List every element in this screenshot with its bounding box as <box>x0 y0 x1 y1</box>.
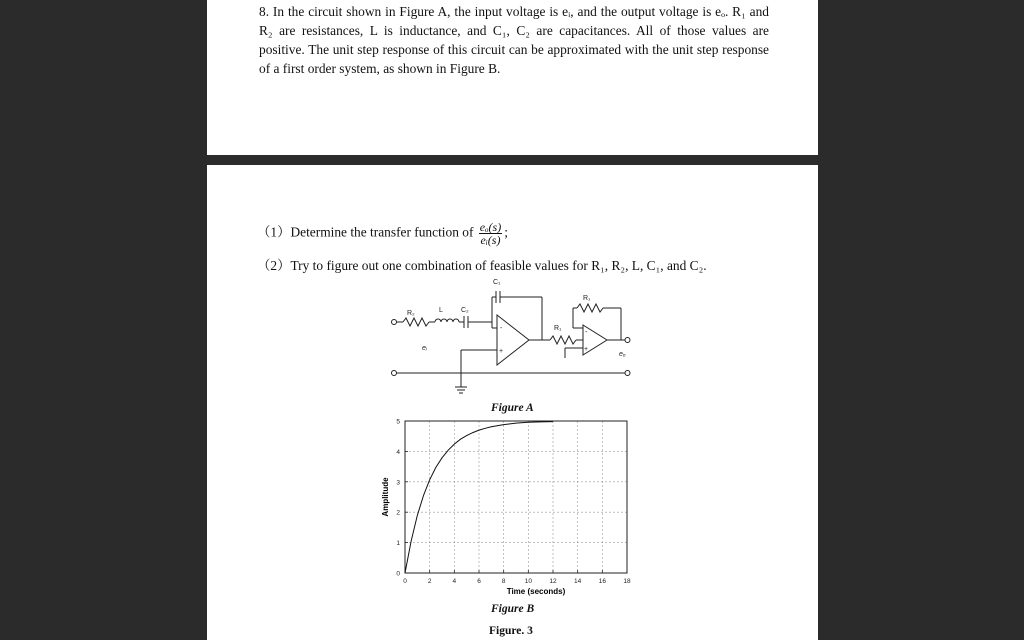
op-amp-1 <box>497 315 529 365</box>
x-tick-label: 4 <box>452 578 457 585</box>
x-axis-label: Time (seconds) <box>506 587 566 596</box>
question-1-label: （1）Determine the transfer function of <box>257 224 474 240</box>
figure-a-caption: Figure A <box>491 402 534 414</box>
question-2: （2）Try to figure out one combination of feasible values for R₁, R₂, L, C₁, and C₂. <box>257 258 707 273</box>
page-top <box>207 0 818 155</box>
figure-b-caption: Figure B <box>491 603 535 615</box>
problem-statement: 8. In the circuit shown in Figure A, the input voltage is eᵢ, and the output voltage is eₒ. R₁ and R₂ are resistances, L is inductance, and C₁, C₂ are capacitances. All of those values are positive. The unit step response of this circuit can be approximated with the unit step response of a first order system, as shown in Figure B. <box>259 4 769 76</box>
figure-3-caption: Figure. 3 <box>489 625 533 637</box>
y-axis-label: Amplitude <box>381 477 390 517</box>
fraction-numerator: eₒ(s) <box>479 220 502 234</box>
label-r1-input: R₁ <box>554 325 562 332</box>
op-amp-1-plus: + <box>499 348 504 355</box>
y-tick-label: 2 <box>396 509 400 517</box>
r1-feedback-resistor <box>577 304 603 312</box>
question-1-end: ; <box>504 224 508 240</box>
input-terminal-bottom <box>392 371 397 376</box>
output-terminal-top <box>625 338 630 343</box>
x-tick-label: 10 <box>524 578 532 585</box>
x-tick-label: 14 <box>574 578 582 585</box>
label-eo: eₒ <box>619 351 626 358</box>
transfer-function-fraction <box>479 221 502 246</box>
x-tick-label: 0 <box>403 578 407 585</box>
question-1 <box>257 221 508 246</box>
input-terminal-top <box>392 320 397 325</box>
label-r1-feedback: R₁ <box>583 295 591 302</box>
label-ei: eᵢ <box>422 345 427 352</box>
x-tick-label: 16 <box>598 578 606 585</box>
y-tick-label: 1 <box>396 540 400 548</box>
op-amp-1-minus: - <box>500 325 503 332</box>
label-c1: C₁ <box>493 279 501 286</box>
y-tick-label: 5 <box>396 418 400 426</box>
x-tick-label: 18 <box>623 578 631 585</box>
fraction-denominator: eᵢ(s) <box>480 233 501 247</box>
inductor <box>435 319 459 322</box>
x-tick-label: 2 <box>427 578 432 585</box>
y-tick-label: 3 <box>396 479 400 487</box>
y-tick-label: 4 <box>396 448 400 456</box>
page-bottom <box>207 165 818 640</box>
x-tick-label: 8 <box>501 578 506 585</box>
y-tick-label: 0 <box>396 570 400 578</box>
x-tick-label: 6 <box>477 578 481 585</box>
output-terminal-bottom <box>625 371 630 376</box>
label-c2: C₂ <box>461 307 469 314</box>
r1-input-resistor <box>550 336 576 344</box>
op-amp-2-plus: + <box>584 346 589 353</box>
op-amp-2-minus: - <box>585 329 588 336</box>
step-response-chart <box>207 415 818 615</box>
circuit-diagram <box>207 270 818 410</box>
label-r2: R₂ <box>407 310 415 317</box>
plot-frame <box>405 421 627 573</box>
r2-resistor <box>403 318 429 326</box>
x-tick-label: 12 <box>549 578 557 585</box>
label-l: L <box>439 307 443 314</box>
